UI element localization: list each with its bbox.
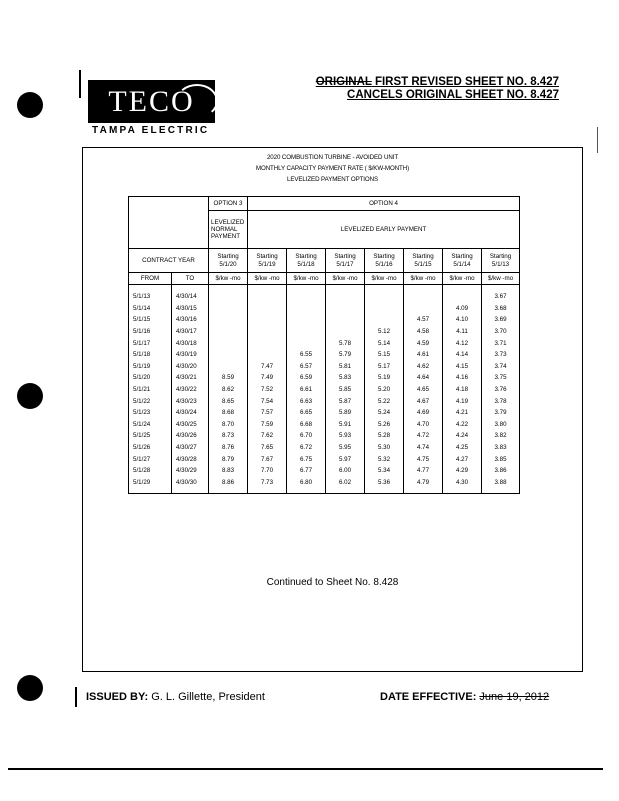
- rate-cell: 4.11: [443, 326, 482, 338]
- from-cell: 5/1/25: [129, 430, 172, 442]
- rate-cell: 4.15: [443, 361, 482, 373]
- rate-cell: 7.70: [248, 465, 287, 477]
- unit-header: $/kw -mo: [404, 273, 443, 285]
- table-row: [129, 395, 520, 407]
- to-cell: 4/30/27: [172, 442, 209, 454]
- from-cell: 5/1/24: [129, 419, 172, 431]
- rate-cell: 8.62: [209, 384, 248, 396]
- rate-cell: 8.68: [209, 407, 248, 419]
- rate-cell: 6.57: [287, 361, 326, 373]
- continued-note: Continued to Sheet No. 8.428: [266, 577, 399, 588]
- rate-cell: [209, 314, 248, 326]
- to-cell: 4/30/28: [172, 453, 209, 465]
- table-row: [129, 337, 520, 349]
- rate-cell: 7.49: [248, 372, 287, 384]
- revision-bar: [79, 70, 81, 98]
- starting-header: Starting 5/1/14: [443, 249, 482, 273]
- struck-word: ORIGINAL: [315, 76, 372, 88]
- rate-cell: 3.68: [482, 303, 520, 315]
- table-row: [129, 442, 520, 454]
- to-cell: 4/30/18: [172, 337, 209, 349]
- rate-cell: [365, 314, 404, 326]
- rate-cell: 4.69: [404, 407, 443, 419]
- rate-cell: 5.24: [365, 407, 404, 419]
- logo-mark: TECO: [108, 84, 195, 118]
- to-cell: 4/30/25: [172, 419, 209, 431]
- punch-hole-middle: [17, 383, 43, 409]
- rate-cell: [248, 314, 287, 326]
- from-header: FROM: [129, 273, 172, 285]
- table-row: [129, 372, 520, 384]
- rate-cell: 6.00: [326, 465, 365, 477]
- rate-cell: 5.32: [365, 453, 404, 465]
- rate-cell: 6.68: [287, 419, 326, 431]
- unit-header: $/kw -mo: [365, 273, 404, 285]
- rate-cell: 5.87: [326, 395, 365, 407]
- table-row: [129, 349, 520, 361]
- rate-cell: 5.81: [326, 361, 365, 373]
- to-cell: 4/30/14: [172, 285, 209, 303]
- rate-cell: 3.79: [482, 407, 520, 419]
- rate-cell: 7.59: [248, 419, 287, 431]
- rate-cell: 3.78: [482, 395, 520, 407]
- rate-cell: 3.73: [482, 349, 520, 361]
- rate-cell: [209, 285, 248, 303]
- punch-hole-top: [17, 92, 43, 118]
- rate-cell: 4.65: [404, 384, 443, 396]
- from-cell: 5/1/28: [129, 465, 172, 477]
- rate-cell: 4.12: [443, 337, 482, 349]
- rate-cell: 4.14: [443, 349, 482, 361]
- table-row: [129, 384, 520, 396]
- rate-cell: [365, 285, 404, 303]
- revision-bar: [597, 127, 598, 153]
- rate-cell: 5.93: [326, 430, 365, 442]
- rate-cell: 5.95: [326, 442, 365, 454]
- to-cell: 4/30/21: [172, 372, 209, 384]
- rate-cell: [326, 303, 365, 315]
- sheet-header-line2: CANCELS ORIGINAL SHEET NO. 8.427: [347, 89, 559, 101]
- rate-cell: 3.75: [482, 372, 520, 384]
- rate-cell: [248, 337, 287, 349]
- to-cell: 4/30/23: [172, 395, 209, 407]
- rate-cell: 7.65: [248, 442, 287, 454]
- rate-cell: 6.65: [287, 407, 326, 419]
- rate-cell: 6.70: [287, 430, 326, 442]
- rate-cell: [404, 285, 443, 303]
- rate-cell: [209, 326, 248, 338]
- rate-cell: 5.83: [326, 372, 365, 384]
- rate-cell: 6.72: [287, 442, 326, 454]
- rate-cell: 4.58: [404, 326, 443, 338]
- rate-cell: [287, 326, 326, 338]
- rate-cell: [209, 303, 248, 315]
- from-cell: 5/1/15: [129, 314, 172, 326]
- rate-cell: 7.54: [248, 395, 287, 407]
- rate-cell: 5.17: [365, 361, 404, 373]
- starting-header: Starting 5/1/20: [209, 249, 248, 273]
- table-title: 2020 COMBUSTION TURBINE - AVOIDED UNIT: [266, 154, 399, 161]
- to-cell: 4/30/30: [172, 477, 209, 494]
- rate-cell: 7.52: [248, 384, 287, 396]
- rate-cell: 4.70: [404, 419, 443, 431]
- table-row: [129, 465, 520, 477]
- rate-cell: [365, 303, 404, 315]
- rate-cell: 7.67: [248, 453, 287, 465]
- rate-cell: 5.79: [326, 349, 365, 361]
- rate-cell: 6.02: [326, 477, 365, 494]
- from-cell: 5/1/26: [129, 442, 172, 454]
- rate-cell: 5.91: [326, 419, 365, 431]
- starting-header: Starting 5/1/19: [248, 249, 287, 273]
- unit-header: $/kw -mo: [248, 273, 287, 285]
- rate-cell: 6.55: [287, 349, 326, 361]
- to-header: TO: [172, 273, 209, 285]
- from-cell: 5/1/20: [129, 372, 172, 384]
- rate-cell: 4.22: [443, 419, 482, 431]
- rate-cell: [287, 337, 326, 349]
- rate-cell: 8.73: [209, 430, 248, 442]
- table-subtitle-options: LEVELIZED PAYMENT OPTIONS: [286, 176, 379, 183]
- rate-cell: 6.61: [287, 384, 326, 396]
- issued-by-label: ISSUED BY:: [86, 691, 149, 703]
- rate-cell: 4.21: [443, 407, 482, 419]
- table-row: [129, 303, 520, 315]
- sheet-header-line1: [316, 76, 559, 88]
- rate-cell: 5.20: [365, 384, 404, 396]
- table-row: [129, 285, 520, 303]
- unit-header: $/kw -mo: [443, 273, 482, 285]
- rate-cell: [209, 349, 248, 361]
- issued-by: [86, 691, 265, 703]
- unit-header: $/kw -mo: [482, 273, 520, 285]
- from-cell: 5/1/18: [129, 349, 172, 361]
- rate-cell: 5.12: [365, 326, 404, 338]
- rate-cell: 8.59: [209, 372, 248, 384]
- table-row: [129, 361, 520, 373]
- rate-cell: [248, 326, 287, 338]
- rate-cell: 3.88: [482, 477, 520, 494]
- logo-subtitle: TAMPA ELECTRIC: [92, 125, 210, 136]
- logo-swoosh: [176, 84, 218, 118]
- rate-cell: 4.64: [404, 372, 443, 384]
- starting-header: Starting 5/1/18: [287, 249, 326, 273]
- unit-header: $/kw -mo: [326, 273, 365, 285]
- table-row: [129, 419, 520, 431]
- issued-by-value: G. L. Gillette, President: [151, 691, 265, 703]
- rate-cell: [287, 285, 326, 303]
- rate-cell: [248, 349, 287, 361]
- rate-cell: 8.86: [209, 477, 248, 494]
- rate-cell: [287, 303, 326, 315]
- rate-cell: [326, 314, 365, 326]
- rate-cell: 5.30: [365, 442, 404, 454]
- from-cell: 5/1/21: [129, 384, 172, 396]
- rate-cell: 4.57: [404, 314, 443, 326]
- starting-header: Starting 5/1/15: [404, 249, 443, 273]
- rate-cell: 5.26: [365, 419, 404, 431]
- rate-cell: 3.74: [482, 361, 520, 373]
- rate-cell: 4.10: [443, 314, 482, 326]
- rate-cell: 3.80: [482, 419, 520, 431]
- rate-cell: 4.74: [404, 442, 443, 454]
- rate-cell: 5.19: [365, 372, 404, 384]
- table-row: [129, 477, 520, 494]
- rate-cell: 4.24: [443, 430, 482, 442]
- rate-cell: 4.75: [404, 453, 443, 465]
- rate-cell: 4.16: [443, 372, 482, 384]
- sheet-number: FIRST REVISED SHEET NO. 8.427: [374, 76, 559, 88]
- rate-cell: 8.79: [209, 453, 248, 465]
- rate-cell: 4.62: [404, 361, 443, 373]
- rate-cell: 5.22: [365, 395, 404, 407]
- rate-cell: 6.80: [287, 477, 326, 494]
- rate-cell: 3.85: [482, 453, 520, 465]
- to-cell: 4/30/20: [172, 361, 209, 373]
- date-effective-label: DATE EFFECTIVE:: [380, 691, 477, 703]
- rate-cell: 8.70: [209, 419, 248, 431]
- rate-cell: 7.57: [248, 407, 287, 419]
- rate-cell: 3.67: [482, 285, 520, 303]
- rate-cell: [326, 326, 365, 338]
- rate-cell: 4.18: [443, 384, 482, 396]
- rate-cell: 4.79: [404, 477, 443, 494]
- starting-header: Starting 5/1/16: [365, 249, 404, 273]
- rate-cell: 3.86: [482, 465, 520, 477]
- option3-description: LEVELIZED NORMAL PAYMENT: [209, 211, 248, 249]
- rate-cell: 8.65: [209, 395, 248, 407]
- rate-cell: [443, 285, 482, 303]
- rate-cell: 3.82: [482, 430, 520, 442]
- rate-cell: 8.76: [209, 442, 248, 454]
- table-row: [129, 453, 520, 465]
- rate-cell: 4.25: [443, 442, 482, 454]
- rate-cell: 5.78: [326, 337, 365, 349]
- from-cell: 5/1/29: [129, 477, 172, 494]
- rate-cell: 3.69: [482, 314, 520, 326]
- rate-cell: 4.72: [404, 430, 443, 442]
- table-subtitle: MONTHLY CAPACITY PAYMENT RATE ( $/KW-MONTH): [255, 165, 410, 172]
- unit-header: $/kw -mo: [209, 273, 248, 285]
- to-cell: 4/30/15: [172, 303, 209, 315]
- rate-cell: 4.77: [404, 465, 443, 477]
- from-cell: 5/1/13: [129, 285, 172, 303]
- rate-cell: 4.27: [443, 453, 482, 465]
- rate-cell: 5.15: [365, 349, 404, 361]
- table-row: [129, 326, 520, 338]
- rate-cell: [209, 361, 248, 373]
- rate-cell: 4.67: [404, 395, 443, 407]
- rate-cell: 8.83: [209, 465, 248, 477]
- rate-cell: 4.61: [404, 349, 443, 361]
- rate-cell: [287, 314, 326, 326]
- contract-year-header: CONTRACT YEAR: [129, 249, 209, 273]
- rate-cell: 5.28: [365, 430, 404, 442]
- rate-cell: 3.70: [482, 326, 520, 338]
- rate-cell: 7.62: [248, 430, 287, 442]
- table-row: [129, 430, 520, 442]
- rate-cell: 4.30: [443, 477, 482, 494]
- option4-header: OPTION 4: [248, 197, 520, 211]
- rate-cell: 3.83: [482, 442, 520, 454]
- option3-header: OPTION 3: [209, 197, 248, 211]
- from-cell: 5/1/23: [129, 407, 172, 419]
- rate-cell: 3.71: [482, 337, 520, 349]
- rate-cell: 7.47: [248, 361, 287, 373]
- rate-cell: 5.14: [365, 337, 404, 349]
- table-row: [129, 314, 520, 326]
- bottom-rule: [8, 768, 603, 770]
- to-cell: 4/30/17: [172, 326, 209, 338]
- to-cell: 4/30/22: [172, 384, 209, 396]
- rate-cell: 3.76: [482, 384, 520, 396]
- rate-cell: 4.29: [443, 465, 482, 477]
- to-cell: 4/30/24: [172, 407, 209, 419]
- rate-cell: 7.73: [248, 477, 287, 494]
- from-cell: 5/1/14: [129, 303, 172, 315]
- rate-cell: [248, 285, 287, 303]
- from-cell: 5/1/19: [129, 361, 172, 373]
- from-cell: 5/1/27: [129, 453, 172, 465]
- rate-cell: [404, 303, 443, 315]
- rate-cell: 4.19: [443, 395, 482, 407]
- punch-hole-bottom: [17, 675, 43, 701]
- capacity-payment-table: [128, 196, 520, 494]
- rate-cell: 5.97: [326, 453, 365, 465]
- to-cell: 4/30/19: [172, 349, 209, 361]
- from-cell: 5/1/16: [129, 326, 172, 338]
- starting-header: Starting 5/1/13: [482, 249, 520, 273]
- rate-cell: 4.09: [443, 303, 482, 315]
- rate-cell: 5.34: [365, 465, 404, 477]
- from-cell: 5/1/17: [129, 337, 172, 349]
- unit-header: $/kw -mo: [287, 273, 326, 285]
- table-row: [129, 407, 520, 419]
- to-cell: 4/30/26: [172, 430, 209, 442]
- corner-cell: [129, 197, 209, 249]
- rate-cell: 6.77: [287, 465, 326, 477]
- date-effective-value: June 19, 2012: [479, 691, 550, 703]
- to-cell: 4/30/29: [172, 465, 209, 477]
- rate-cell: [248, 303, 287, 315]
- rate-cell: 5.85: [326, 384, 365, 396]
- option4-description: LEVELIZED EARLY PAYMENT: [248, 211, 520, 249]
- rate-cell: 5.89: [326, 407, 365, 419]
- rate-cell: 4.59: [404, 337, 443, 349]
- from-cell: 5/1/22: [129, 395, 172, 407]
- rate-cell: [209, 337, 248, 349]
- rate-cell: 6.75: [287, 453, 326, 465]
- date-effective: [380, 691, 549, 703]
- starting-header: Starting 5/1/17: [326, 249, 365, 273]
- revision-bar: [75, 687, 77, 707]
- rate-cell: [326, 285, 365, 303]
- rate-cell: 5.36: [365, 477, 404, 494]
- rate-cell: 6.63: [287, 395, 326, 407]
- rate-cell: 6.59: [287, 372, 326, 384]
- to-cell: 4/30/16: [172, 314, 209, 326]
